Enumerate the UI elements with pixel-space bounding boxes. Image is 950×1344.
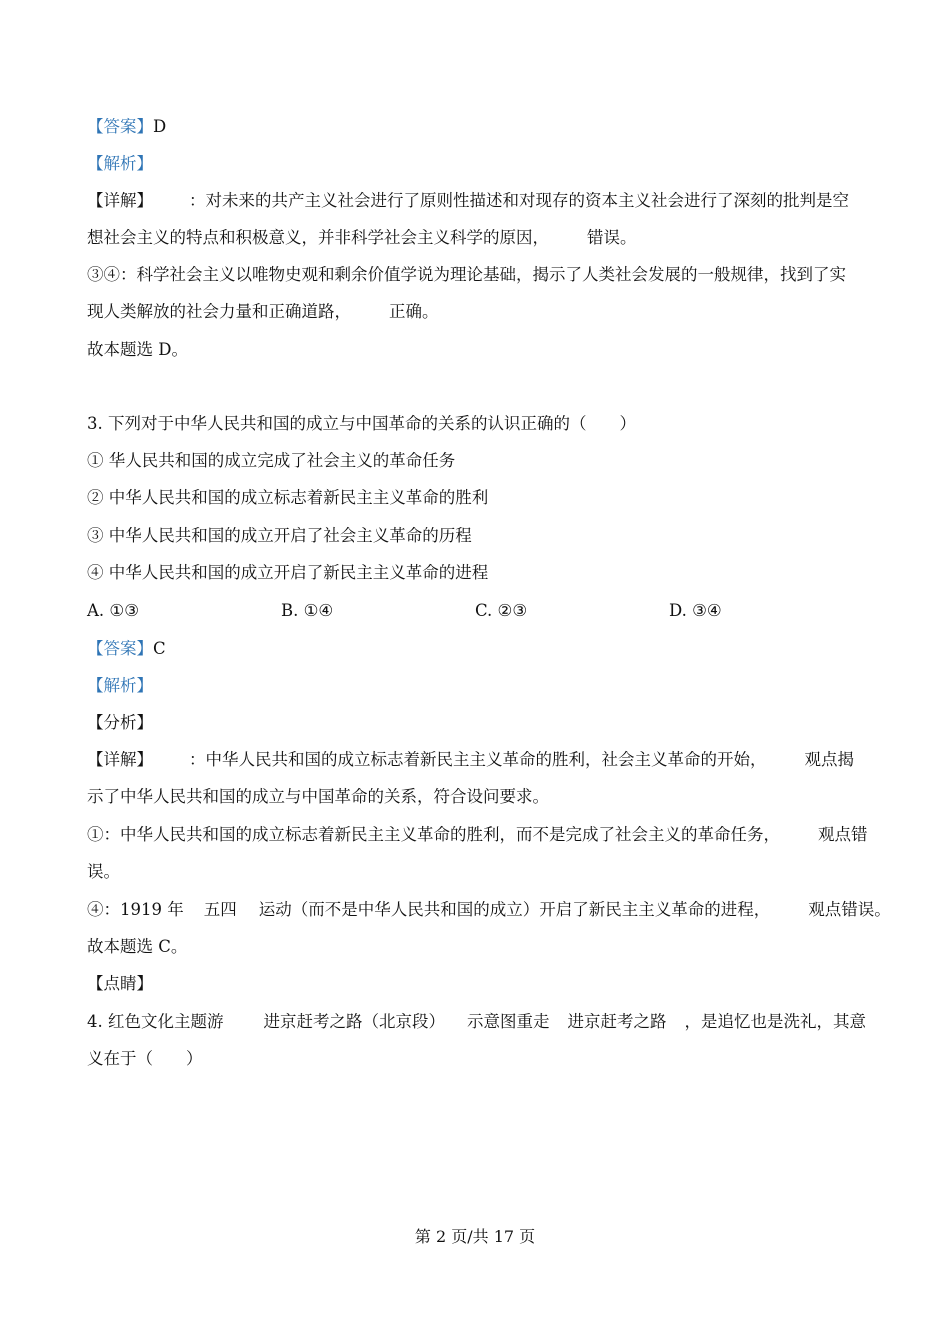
q3-detail-text-5d: 观点错误。: [808, 900, 891, 919]
q3-answer-value: C: [153, 639, 166, 658]
q3-fenxi-label: 【分析】: [87, 713, 153, 732]
q4-text-1b: 进京赶考之路（北京段）: [263, 1012, 445, 1031]
detail-row-2: [87, 227, 637, 249]
q3-detail-row-5: [87, 899, 891, 921]
detail-row: [87, 190, 849, 212]
q3-detail-text-3b: 观点错: [818, 825, 868, 844]
q3-detail-row: [87, 749, 854, 771]
answer-label: 【答案】: [87, 117, 153, 136]
q3-detail-text-1b: 观点揭: [804, 750, 854, 769]
q3-conclusion: 故本题选 C。: [87, 937, 188, 956]
option-c: C. ②③: [475, 601, 528, 620]
analysis-label: 【解析】: [87, 154, 153, 173]
q3-detail-text-5b: 五四: [203, 900, 237, 919]
q4-text-1c: 示意图重走: [467, 1012, 550, 1031]
page-footer: 第 2 页/共 17 页: [414, 1227, 536, 1246]
q3-detail-row-4: 误。: [87, 862, 120, 881]
q3-answer-label: 【答案】: [87, 639, 153, 658]
q3-detail-label: 【详解】: [87, 750, 153, 769]
q4-text-1e: ，是追忆也是洗礼，其意: [684, 1012, 866, 1031]
option-d: D. ③④: [669, 601, 722, 620]
q3-detail-row-3: [87, 824, 868, 846]
detail-text: ：对未来的共产主义社会进行了原则性描述和对现存的资本主义社会进行了深刻的批判是空: [189, 191, 849, 210]
answer-row: [87, 116, 166, 138]
detail-text-4b: 正确。: [389, 302, 439, 321]
option-b: B. ①④: [281, 601, 334, 620]
q3-detail-row-2: 示了中华人民共和国的成立与中国革命的关系，符合设问要求。: [87, 787, 549, 806]
option-a: A. ①③: [87, 601, 139, 620]
question-3-item-2: ② 中华人民共和国的成立标志着新民主主义革命的胜利: [87, 488, 489, 507]
q3-detail-text-3a: ①：中华人民共和国的成立标志着新民主主义革命的胜利，而不是完成了社会主义的革命任务，: [87, 825, 780, 844]
question-3-item-3: ③ 中华人民共和国的成立开启了社会主义革命的历程: [87, 526, 472, 545]
q4-text-1d: 进京赶考之路: [567, 1012, 667, 1031]
answer-value: D: [153, 117, 167, 136]
q3-dianjing-label: 【点睛】: [87, 974, 153, 993]
detail-text-2b: 错误。: [587, 228, 637, 247]
detail-label: 【详解】: [87, 191, 153, 210]
question-3-item-1: ① 华人民共和国的成立完成了社会主义的革命任务: [87, 451, 456, 470]
detail-row-4: [87, 301, 439, 323]
q4-text-1a: 4. 红色文化主题游: [87, 1012, 224, 1031]
question-4-stem-line-1: [87, 1011, 866, 1033]
question-3-item-4: ④ 中华人民共和国的成立开启了新民主主义革命的进程: [87, 563, 489, 582]
q3-detail-text-5c: 运动（而不是中华人民共和国的成立）开启了新民主主义革命的进程，: [258, 900, 771, 919]
q3-detail-text-1a: ：中华人民共和国的成立标志着新民主主义革命的胜利，社会主义革命的开始，: [189, 750, 767, 769]
question-3-stem: 3. 下列对于中华人民共和国的成立与中国革命的关系的认识正确的（ ）: [87, 414, 636, 433]
detail-row-3: ③④：科学社会主义以唯物史观和剩余价值学说为理论基础，揭示了人类社会发展的一般规律，找到了实: [87, 265, 846, 284]
q3-answer-row: [87, 638, 166, 660]
conclusion: 故本题选 D。: [87, 340, 188, 359]
detail-text-2a: 想社会主义的特点和积极意义，并非科学社会主义科学的原因，: [87, 228, 549, 247]
question-4-stem-line-2: 义在于（ ）: [87, 1049, 203, 1068]
detail-text-4a: 现人类解放的社会力量和正确道路，: [87, 302, 351, 321]
q3-detail-text-5a: ④：1919 年: [87, 900, 184, 919]
q3-analysis-label: 【解析】: [87, 676, 153, 695]
